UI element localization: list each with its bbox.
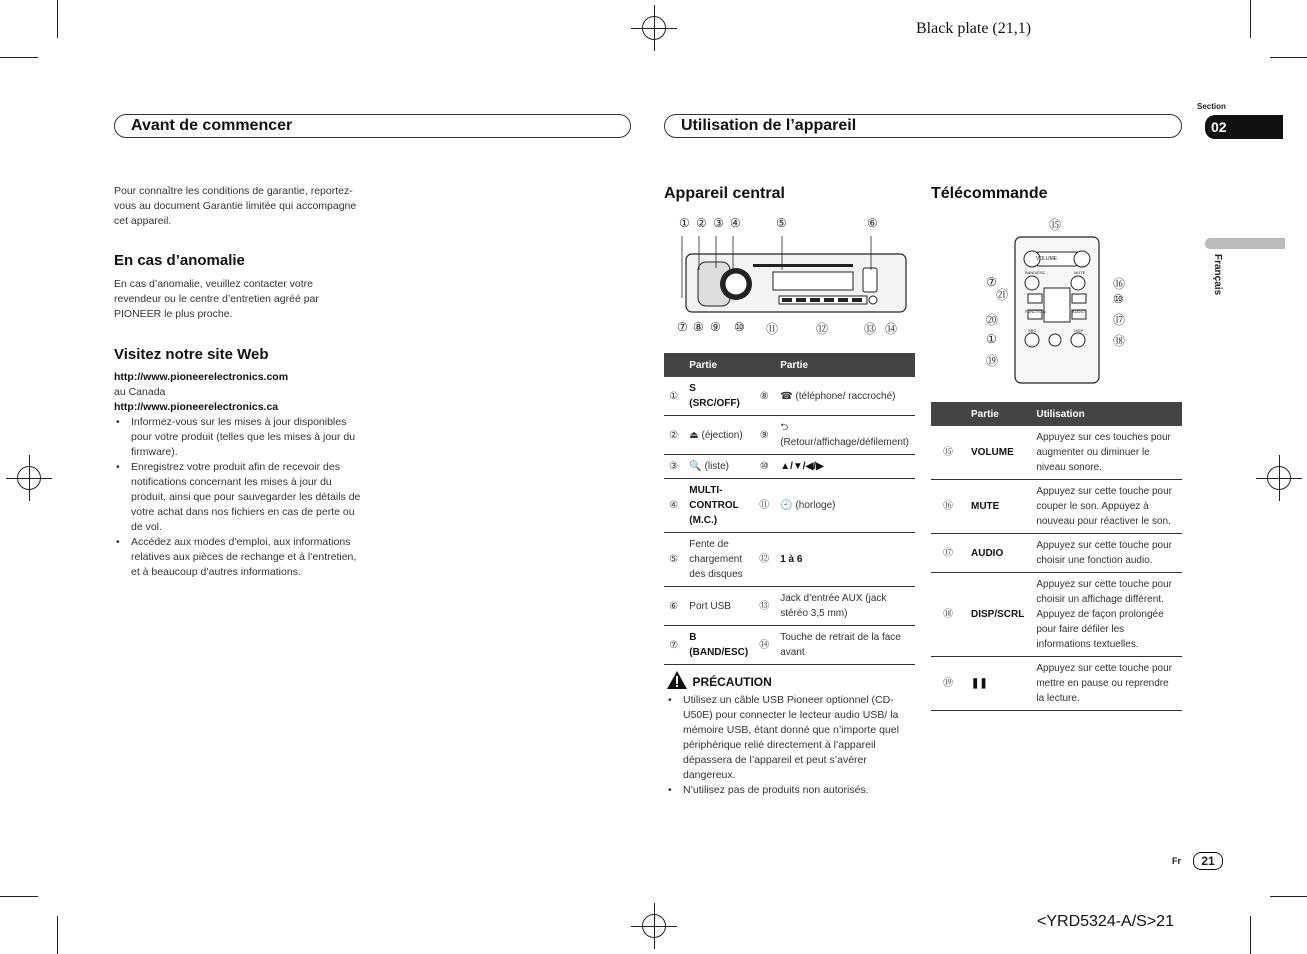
pioneer-url-us[interactable]: http://www.pioneerelectronics.com [114, 371, 289, 383]
registration-mark [642, 16, 666, 40]
canada-label: au Canada [114, 386, 166, 398]
callout-20: ⑳ [986, 313, 999, 327]
callout-18: ⑱ [1113, 334, 1126, 348]
pioneer-url-ca[interactable]: http://www.pioneerelectronics.ca [114, 401, 279, 413]
callout-8: ⑧ [693, 320, 704, 334]
table-row [931, 573, 1182, 657]
table-row [931, 480, 1182, 534]
part-name: 🔍 (liste) [683, 455, 754, 479]
remote-parts-table [931, 402, 1182, 711]
crop-mark [1250, 0, 1251, 38]
callout-5: ⑤ [776, 216, 787, 230]
list-item: • Informez-vous sur les mises à jour disponibles pour votre produit (telles que les mises à jour du firmware). [114, 415, 364, 460]
registration-mark [17, 466, 41, 490]
remote-src-label: SRC [1028, 328, 1037, 333]
part-usage: Appuyez sur cette touche pour choisir un affichage différent. Appuyez de façon prolongée pour faire défiler les informations textuelles. [1030, 573, 1182, 657]
part-name: ⮌ (Retour/affichage/défilement) [774, 416, 915, 455]
anomaly-text: En cas d’anomalie, veuillez contacter votre revendeur ou le centre d’entretien agréé par PIONEER le plus proche. [114, 278, 319, 320]
table-row [931, 657, 1182, 711]
list-item: • Enregistrez votre produit afin de recevoir des notifications concernant les mises à jour du produit, ainsi que pour sauvegarder les détails de votre achat dans nos fichiers en cas de perte ou de vol. [114, 460, 364, 535]
anomaly-heading: En cas d’anomalie [114, 252, 245, 269]
part-number: ⑫ [754, 533, 774, 587]
part-name: ☎ (téléphone/ raccroché) [774, 377, 915, 416]
callout-11: ⑪ [766, 322, 779, 336]
part-number: ⑧ [754, 377, 774, 416]
remote-mute-label: MUTE [1074, 270, 1086, 275]
part-name: DISP/SCRL [965, 573, 1030, 657]
table-row [664, 533, 915, 587]
head-unit-illustration [678, 234, 914, 320]
part-usage: Appuyez sur cette touche pour mettre en pause ou reprendre la lecture. [1030, 657, 1182, 711]
section-banner-left: Avant de commencer [114, 114, 631, 138]
table-row [664, 479, 915, 533]
footer-language: Fr [1172, 856, 1181, 866]
table-row [664, 626, 915, 665]
part-number: ⑥ [664, 587, 683, 626]
warning-icon [666, 670, 688, 690]
part-number: ⑰ [931, 534, 965, 573]
callout-9: ⑨ [710, 320, 721, 334]
callout-12: ⑫ [816, 322, 829, 336]
callout-1: ① [986, 332, 997, 346]
part-number: ⑱ [931, 573, 965, 657]
callout-6: ⑥ [867, 216, 878, 230]
callout-1: ① [679, 216, 690, 230]
head-unit-parts-table [664, 353, 915, 665]
part-name: 1 à 6 [774, 533, 915, 587]
remote-function-label: FUNCTION [1025, 309, 1046, 314]
part-number: ⑲ [931, 657, 965, 711]
crop-mark [1270, 57, 1307, 58]
table-row [931, 426, 1182, 480]
part-usage: Appuyez sur ces touches pour augmenter ou diminuer le niveau sonore. [1030, 426, 1182, 480]
part-name: Jack d’entrée AUX (jack stéréo 3,5 mm) [774, 587, 915, 626]
list-item: • Utilisez un câble USB Pioneer optionnel (CD-U50E) pour connecter le lecteur audio USB/ la mémoire USB, étant donné que n’importe quel périphérique relié directement à l’appareil dépassera de l’appareil et peut s’avérer dangereux. [666, 693, 916, 783]
part-number: ⑯ [931, 480, 965, 534]
table-row [664, 416, 915, 455]
table-row [931, 534, 1182, 573]
part-name: MULTI-CONTROL (M.C.) [683, 479, 754, 533]
crop-mark [1250, 916, 1251, 954]
callout-17: ⑰ [1113, 313, 1126, 327]
column-header: Partie [683, 353, 754, 377]
part-number: ② [664, 416, 683, 455]
callout-19: ⑲ [986, 354, 999, 368]
crop-mark [57, 916, 58, 954]
remote-band-label: BAND/ESC [1025, 270, 1046, 275]
crop-mark [0, 57, 38, 58]
part-number: ⑮ [931, 426, 965, 480]
part-number: ⑪ [754, 479, 774, 533]
document-code: <YRD5324-A/S>21 [1037, 913, 1174, 930]
callout-4: ④ [730, 216, 741, 230]
part-name: 🕘 (horloge) [774, 479, 915, 533]
remote-diagram [980, 214, 1140, 389]
part-usage: Appuyez sur cette touche pour couper le son. Appuyez à nouveau pour réactiver le son. [1030, 480, 1182, 534]
part-name: Fente de chargement des disques [683, 533, 754, 587]
table-row [664, 377, 915, 416]
callout-14: ⑭ [885, 322, 898, 336]
table-header-row [931, 402, 1182, 426]
column-header: Partie [965, 402, 1030, 426]
remote-volume-label: VOLUME [1036, 256, 1058, 262]
registration-mark [1267, 466, 1291, 490]
remote-heading: Télécommande [931, 185, 1048, 202]
callout-15: ⑮ [1049, 218, 1062, 232]
part-number: ⑦ [664, 626, 683, 665]
part-name: B (BAND/ESC) [683, 626, 754, 665]
remote-audio-label: AUDIO [1072, 309, 1085, 314]
head-unit-heading: Appareil central [664, 185, 785, 202]
callout-7: ⑦ [986, 275, 997, 289]
crop-mark [57, 0, 58, 38]
callout-10: ⑩ [1113, 292, 1124, 306]
part-name: ❚❚ [965, 657, 1030, 711]
language-label: Français [1212, 254, 1223, 296]
part-number: ⑤ [664, 533, 683, 587]
website-block [114, 370, 364, 580]
language-tab [1205, 238, 1285, 249]
page-number: 21 [1193, 852, 1223, 870]
list-item: • N’utilisez pas de produits non autorisés. [666, 783, 916, 798]
section-number: 02 [1205, 115, 1283, 139]
callout-10: ⑩ [734, 320, 745, 334]
part-number: ⑨ [754, 416, 774, 455]
part-number: ⑭ [754, 626, 774, 665]
website-bullets [114, 415, 364, 580]
warranty-intro: Pour connaître les conditions de garantie, reportez-vous au document Garantie limitée qui accompagne cet appareil. [114, 185, 357, 227]
callout-16: ⑯ [1113, 277, 1126, 291]
section-banner-right: Utilisation de l’appareil [664, 114, 1182, 138]
part-name: ⏏ (éjection) [683, 416, 754, 455]
part-name: MUTE [965, 480, 1030, 534]
crop-mark [1270, 896, 1307, 897]
part-usage: Appuyez sur cette touche pour choisir une fonction audio. [1030, 534, 1182, 573]
column-header: Utilisation [1030, 402, 1182, 426]
table-header-row [664, 353, 915, 377]
head-unit-diagram [664, 214, 914, 339]
caution-block [666, 670, 916, 798]
registration-mark [642, 914, 666, 938]
list-item: • Accédez aux modes d’emploi, aux informations relatives aux pièces de rechange et à l’entretien, et à beaucoup d’autres informations. [114, 535, 364, 580]
part-name: Touche de retrait de la face avant [774, 626, 915, 665]
part-name: VOLUME [965, 426, 1030, 480]
caution-bullets [666, 693, 916, 798]
table-row [664, 455, 915, 479]
plate-label: Black plate (21,1) [916, 20, 1032, 37]
part-name: Port USB [683, 587, 754, 626]
callout-2: ② [696, 216, 707, 230]
section-label: Section [1197, 102, 1226, 111]
part-number: ① [664, 377, 683, 416]
part-number: ⑩ [754, 455, 774, 479]
callout-21: ㉑ [996, 288, 1009, 302]
part-number: ⑬ [754, 587, 774, 626]
part-name: ▲/▼/◀/▶ [774, 455, 915, 479]
remote-disp-label: DISP [1074, 328, 1084, 333]
callout-7: ⑦ [677, 320, 688, 334]
website-heading: Visitez notre site Web [114, 346, 269, 363]
crop-mark [0, 896, 38, 897]
caution-title: PRÉCAUTION [692, 675, 772, 689]
table-row [664, 587, 915, 626]
callout-3: ③ [713, 216, 724, 230]
part-number: ③ [664, 455, 683, 479]
part-number: ④ [664, 479, 683, 533]
column-header: Partie [774, 353, 915, 377]
part-name: AUDIO [965, 534, 1030, 573]
callout-13: ⑬ [864, 322, 877, 336]
part-name: S (SRC/OFF) [683, 377, 754, 416]
